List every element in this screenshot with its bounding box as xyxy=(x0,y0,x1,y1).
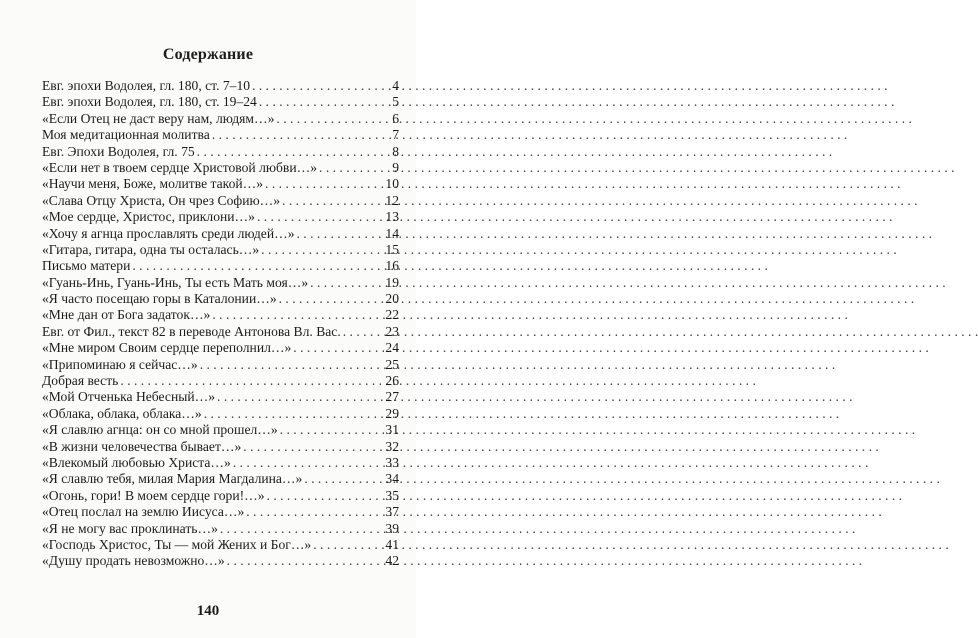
toc-entry xyxy=(42,209,399,225)
dot-leader xyxy=(261,242,382,258)
dot-leader xyxy=(282,193,382,209)
toc-entry-page: 10 xyxy=(385,176,399,192)
toc-entry-page: 22 xyxy=(385,307,399,323)
toc-entry xyxy=(42,291,399,307)
toc-entry-page: 12 xyxy=(385,192,399,208)
toc-entry-page: 23 xyxy=(385,323,399,339)
toc-entry-title: Евг. эпохи Водолея, гл. 180, ст. 7–10 xyxy=(42,78,251,93)
toc-entry xyxy=(42,537,399,553)
toc-entry-page: 6 xyxy=(392,110,399,126)
toc-entry-title: «Научи меня, Боже, молитве такой…» xyxy=(42,176,264,192)
toc-entry-page: 37 xyxy=(385,504,399,520)
toc-entry-page: 8 xyxy=(392,143,399,159)
toc-entry-title: Евг. эпохи Водолея, гл. 180, ст. 19–24 xyxy=(42,94,257,110)
toc-entry-page: 29 xyxy=(385,405,399,421)
dot-leader xyxy=(310,275,382,291)
toc-entry-page: 35 xyxy=(385,487,399,503)
dot-leader xyxy=(227,553,382,569)
toc-entry xyxy=(42,521,399,537)
toc-entry xyxy=(42,373,399,389)
toc-entry xyxy=(42,455,399,471)
toc-entry-page: 39 xyxy=(385,520,399,536)
dot-leader xyxy=(132,258,382,274)
toc-entry xyxy=(42,504,399,520)
toc-entry-page: 41 xyxy=(385,536,399,552)
dot-leader xyxy=(297,226,383,242)
dot-leader xyxy=(233,455,382,471)
toc-entry xyxy=(42,357,399,373)
toc-entry xyxy=(42,193,399,209)
toc-entry-title: «Припоминаю я сейчас…» xyxy=(42,356,198,372)
dot-leader xyxy=(217,389,382,405)
dot-leader xyxy=(259,94,382,110)
toc-entry xyxy=(42,242,399,258)
toc-entry xyxy=(42,275,399,291)
dot-leader xyxy=(197,144,382,160)
book-page xyxy=(0,0,416,638)
toc-entry-page: 26 xyxy=(385,373,399,389)
toc-entry xyxy=(42,406,399,422)
dot-leader xyxy=(293,340,382,356)
toc-entry xyxy=(42,422,399,438)
dot-leader xyxy=(243,439,382,455)
toc-entry-title: «Гуань-Инь, Гуань-Инь, Ты есть Мать моя…» xyxy=(42,274,309,290)
toc-entry-page: 9 xyxy=(392,159,399,175)
toc-entry-page: 13 xyxy=(385,209,399,225)
toc-entry xyxy=(42,439,399,455)
dot-leader xyxy=(319,160,382,176)
toc-entry-page: 5 xyxy=(392,94,399,110)
toc-entry-title: «Огонь, гори! В моем сердце гори!…» xyxy=(42,487,265,503)
dot-leader xyxy=(220,521,382,537)
toc-entry-title: «Влекомый любовью Христа…» xyxy=(42,454,231,470)
toc-entry-title: «Слава Отцу Христа, Он чрез Софию…» xyxy=(42,192,281,208)
toc-entry-title: «В жизни человечества бывает…» xyxy=(42,438,242,454)
toc-entry xyxy=(42,471,399,487)
toc-entry-page: 19 xyxy=(385,274,399,290)
dot-leader xyxy=(313,537,382,553)
dot-leader xyxy=(200,357,382,373)
toc-entry xyxy=(42,160,399,176)
toc-entry-page: 15 xyxy=(385,241,399,257)
toc-entry-title: «Мне миром Своим сердце переполнил…» xyxy=(42,340,292,356)
toc-entry xyxy=(42,111,399,127)
toc-entry xyxy=(42,144,399,160)
toc-entry-page: 34 xyxy=(385,471,399,487)
toc-entry xyxy=(42,389,399,405)
toc-entry-title: Письмо матери xyxy=(42,258,131,274)
toc-entry-page: 33 xyxy=(385,454,399,470)
toc-entry-title: «Господь Христос, Ты — мой Жених и Бог…» xyxy=(42,536,312,552)
toc-entry-page: 20 xyxy=(385,291,399,307)
toc-entry xyxy=(42,488,399,504)
toc-entry-title: «Отец послал на землю Иисуса…» xyxy=(42,504,245,520)
toc-entry-page: 42 xyxy=(385,553,399,569)
toc-entry-page: 24 xyxy=(385,340,399,356)
toc-entry-title: «Мне дан от Бога задаток…» xyxy=(42,307,211,323)
dot-leader xyxy=(252,78,382,94)
toc-entry-page: 25 xyxy=(385,356,399,372)
toc-entry-page: 32 xyxy=(385,438,399,454)
toc-entry xyxy=(42,324,399,340)
toc-entry xyxy=(42,553,399,569)
dot-leader xyxy=(212,127,382,143)
dot-leader xyxy=(204,406,382,422)
dot-leader xyxy=(212,307,382,323)
toc-entry xyxy=(42,78,399,94)
toc-entry-title: «Я славлю тебя, милая Мария Магдалина…» xyxy=(42,471,303,487)
toc-entry-title: Евг. от Фил., текст 82 в переводе Антонова Вл. Вас. xyxy=(42,323,341,339)
dot-leader xyxy=(343,324,382,340)
dot-leader xyxy=(265,176,382,192)
toc-entry-page: 14 xyxy=(385,225,399,241)
toc-entry xyxy=(42,127,399,143)
toc-entry xyxy=(42,94,399,110)
toc-entry xyxy=(42,226,399,242)
toc-entry-title: «Я не могу вас проклинать…» xyxy=(42,520,218,536)
toc-entry xyxy=(42,307,399,323)
dot-leader xyxy=(120,373,382,389)
toc-entry-title: Евг. Эпохи Водолея, гл. 75 xyxy=(42,143,195,159)
toc-entry xyxy=(42,340,399,356)
toc-entry-title: «Мое сердце, Христос, приклони…» xyxy=(42,209,255,225)
toc-entry-page: 4 xyxy=(392,78,399,93)
toc-entry-title: Добрая весть xyxy=(42,373,119,389)
dot-leader xyxy=(257,209,382,225)
toc-entry-title: «Я часто посещаю горы в Каталонии…» xyxy=(42,291,277,307)
toc-entry-page: 31 xyxy=(385,422,399,438)
toc-entry-page: 7 xyxy=(392,127,399,143)
dot-leader xyxy=(304,471,382,487)
toc-entry-title: «Если нет в твоем сердце Христовой любви…» xyxy=(42,159,318,175)
toc-entry-title: Моя медитационная молитва xyxy=(42,127,210,143)
toc-entry-title: «Если Отец не даст веру нам, людям…» xyxy=(42,110,275,126)
toc-entry-title: «Облака, облака, облака…» xyxy=(42,405,202,421)
toc-entry-title: «Хочу я агнца прославлять среди людей…» xyxy=(42,225,295,241)
dot-leader xyxy=(280,422,382,438)
dot-leader xyxy=(276,111,382,127)
toc-entry-title: «Гитара, гитара, одна ты осталась…» xyxy=(42,241,260,257)
toc-entry-page: 27 xyxy=(385,389,399,405)
page-number: 140 xyxy=(196,603,220,619)
toc-entry-title: «Мой Отченька Небесный…» xyxy=(42,389,216,405)
toc-entry-page: 16 xyxy=(385,258,399,274)
toc-entry-title: «Душу продать невозможно…» xyxy=(42,553,225,569)
dot-leader xyxy=(246,504,382,520)
toc-entry-title: «Я славлю агнца: он со мной прошел…» xyxy=(42,422,278,438)
dot-leader xyxy=(267,488,382,504)
toc-entry xyxy=(42,176,399,192)
toc-entry xyxy=(42,258,399,274)
contents-heading: Содержание xyxy=(162,46,254,63)
table-of-contents xyxy=(42,78,399,570)
dot-leader xyxy=(279,291,382,307)
